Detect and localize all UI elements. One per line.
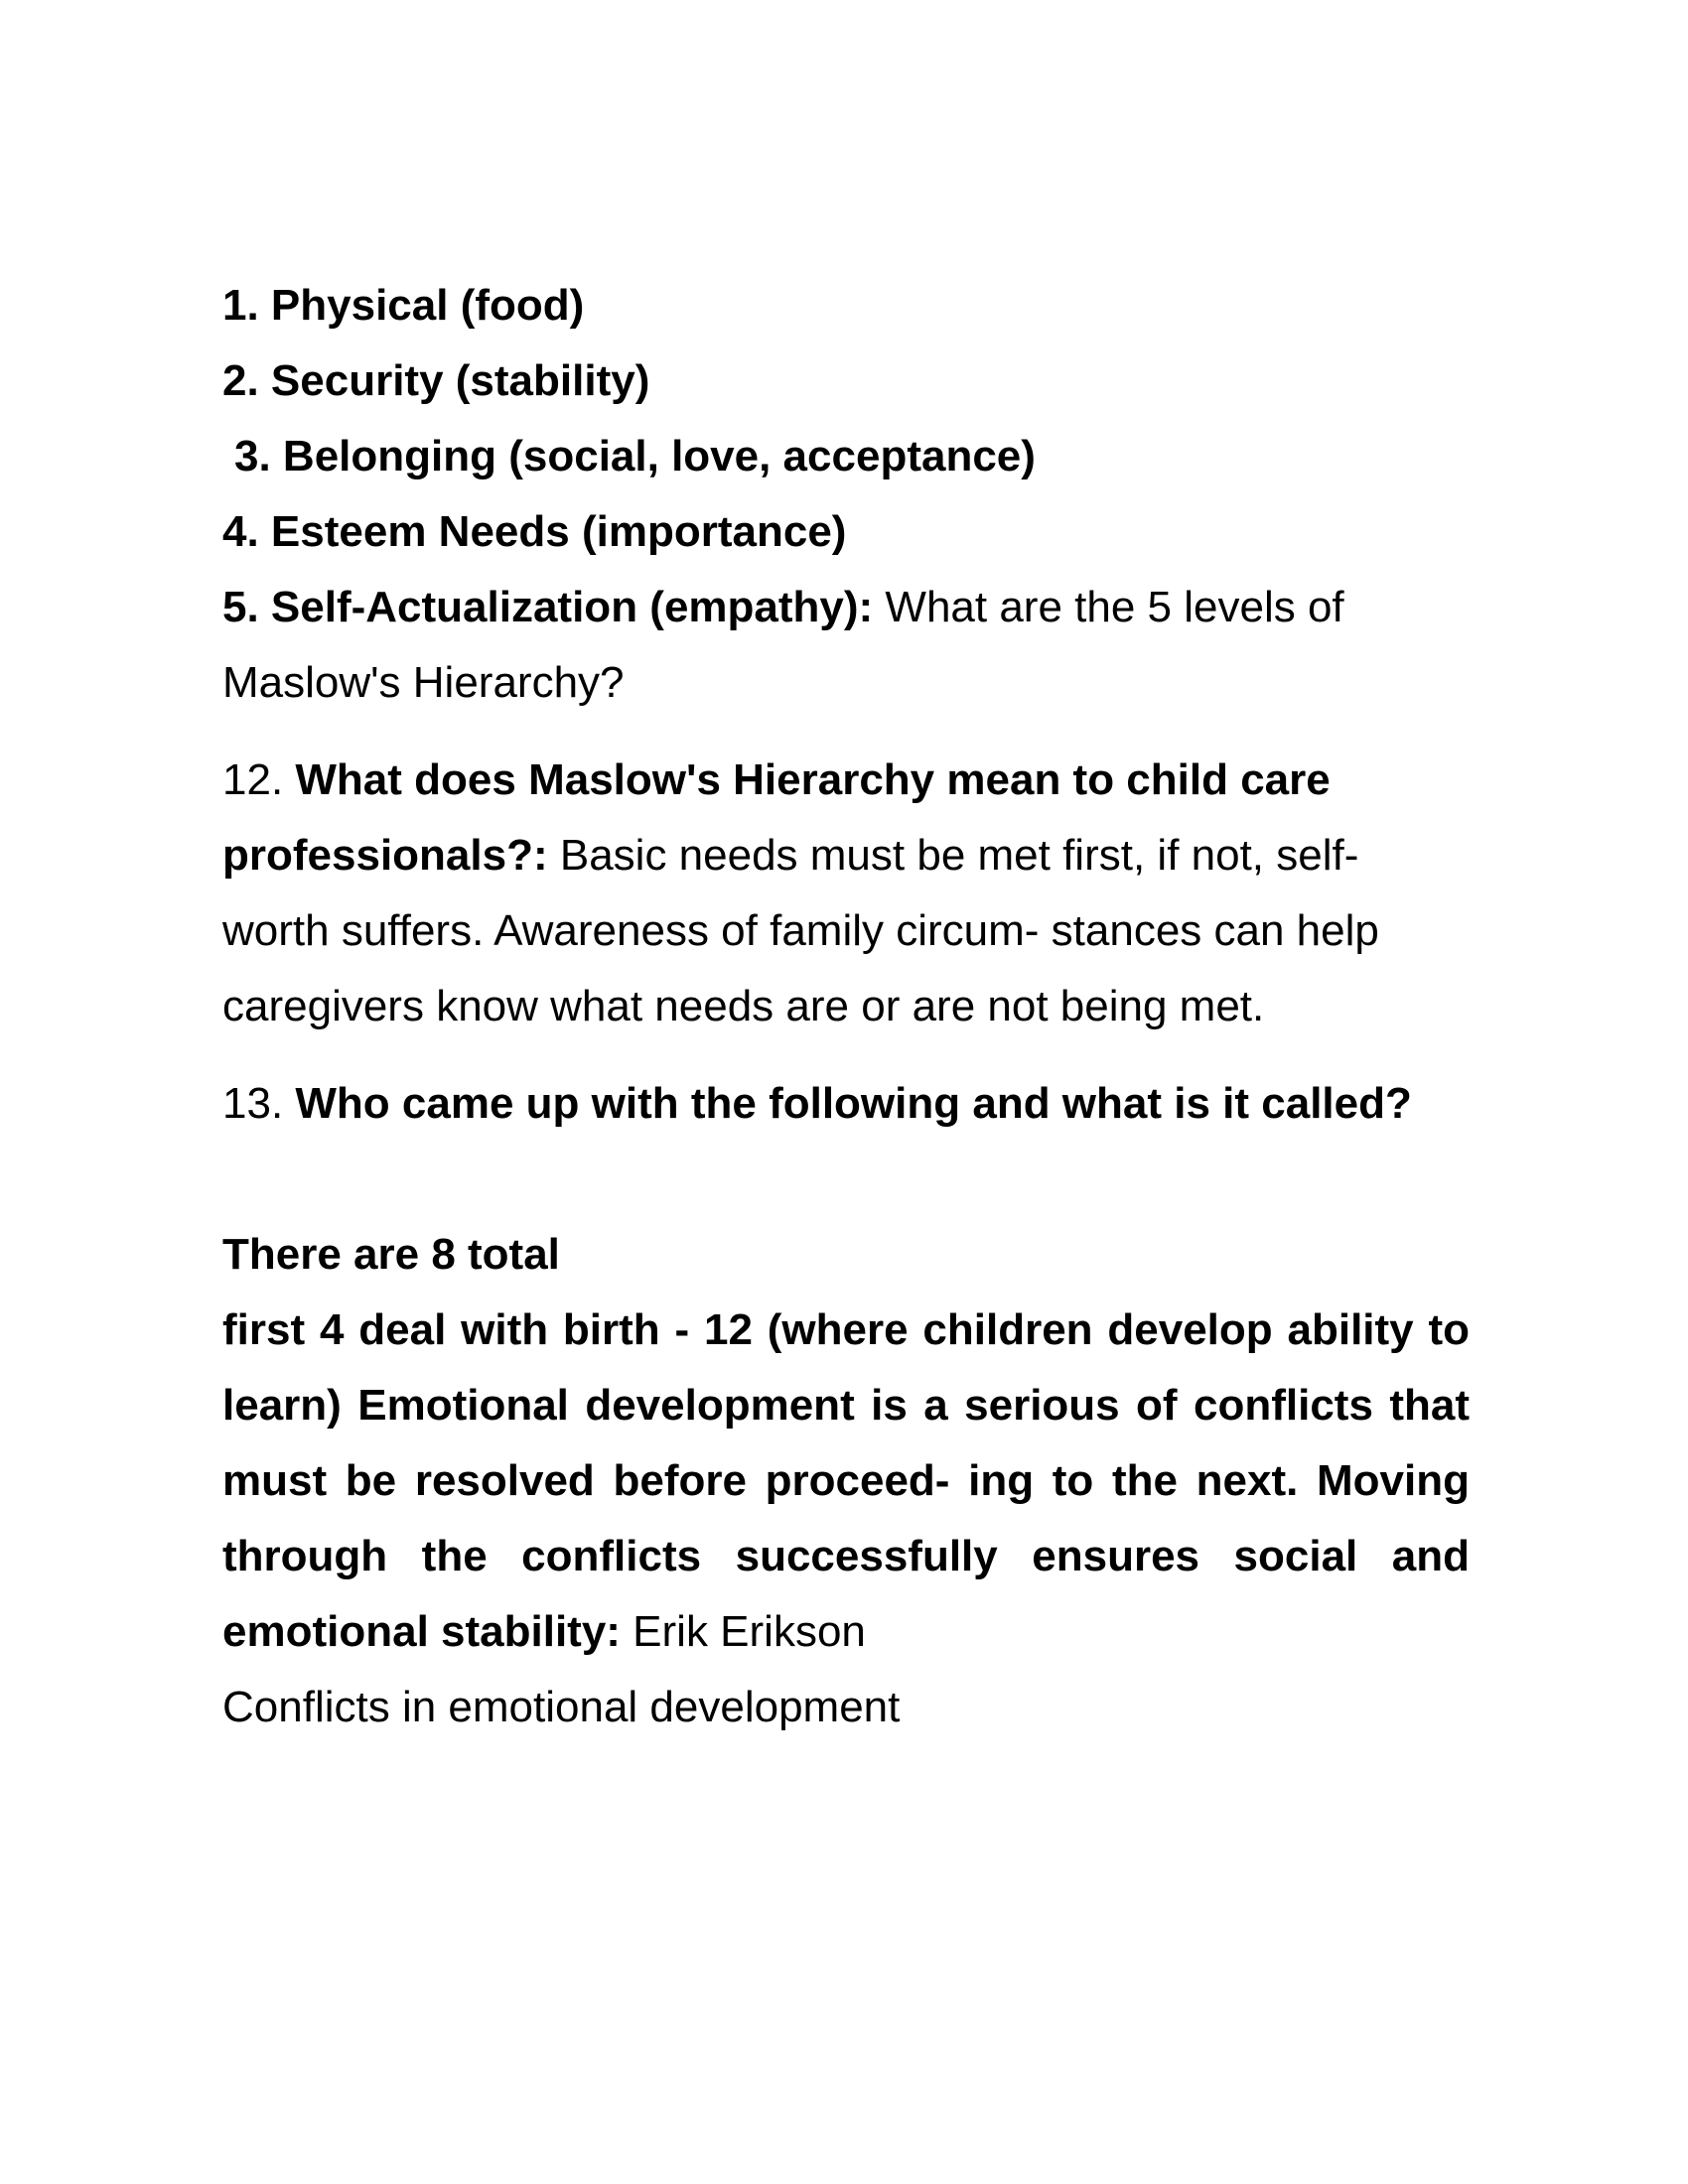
card-12-term-cont-line (222, 818, 1470, 893)
maslow-level-1: 1. Physical (food) (222, 281, 585, 330)
card-13-body-paragraph (222, 1293, 1470, 1670)
maslow-level-5-question: What are the 5 levels of (873, 583, 1344, 631)
card-13-person: Erik Erikson (620, 1607, 866, 1656)
flashcard-content (222, 268, 1470, 1745)
card-13 (222, 1066, 1470, 1142)
card-12-term-cont: professionals?: (222, 831, 548, 880)
maslow-level-3: 3. Belonging (social, love, acceptance) (234, 432, 1036, 480)
card-13-body: first 4 deal with birth - 12 (where children develop ability to learn) Emotional development is a serious of conflicts that must be resolved before proceed- ing to the next. Moving through the conflicts successfully ensures social and emotional stability: (222, 1305, 1470, 1656)
card-13-heading: There are 8 total (222, 1230, 560, 1279)
card-13-question-line (222, 1066, 1470, 1142)
card-12-question-line (222, 743, 1470, 818)
card-12-definition: Basic needs must be met first, if not, self- (547, 831, 1359, 880)
maslow-level-4: 4. Esteem Needs (importance) (222, 507, 847, 556)
card-12-term: What does Maslow's Hierarchy mean to child care (295, 755, 1331, 804)
maslow-level-5-question-cont: Maslow's Hierarchy? (222, 658, 625, 707)
card-13-answer (222, 1217, 1470, 1745)
card-13-concept: Conflicts in emotional development (222, 1683, 901, 1731)
maslow-level-5 (222, 570, 1470, 645)
maslow-level-2: 2. Security (stability) (222, 356, 650, 405)
card-12-definition-line2: worth suffers. Awareness of family circum- stances can help (222, 906, 1379, 955)
maslow-level-5-term: 5. Self-Actualization (empathy): (222, 583, 874, 631)
card-12-number: 12. (222, 755, 296, 804)
card-13-number: 13. (222, 1079, 296, 1128)
card-12-definition-line3: caregivers know what needs are or are not being met. (222, 982, 1265, 1030)
card-13-term: Who came up with the following and what is it called? (295, 1079, 1412, 1128)
card-12 (222, 743, 1470, 1044)
